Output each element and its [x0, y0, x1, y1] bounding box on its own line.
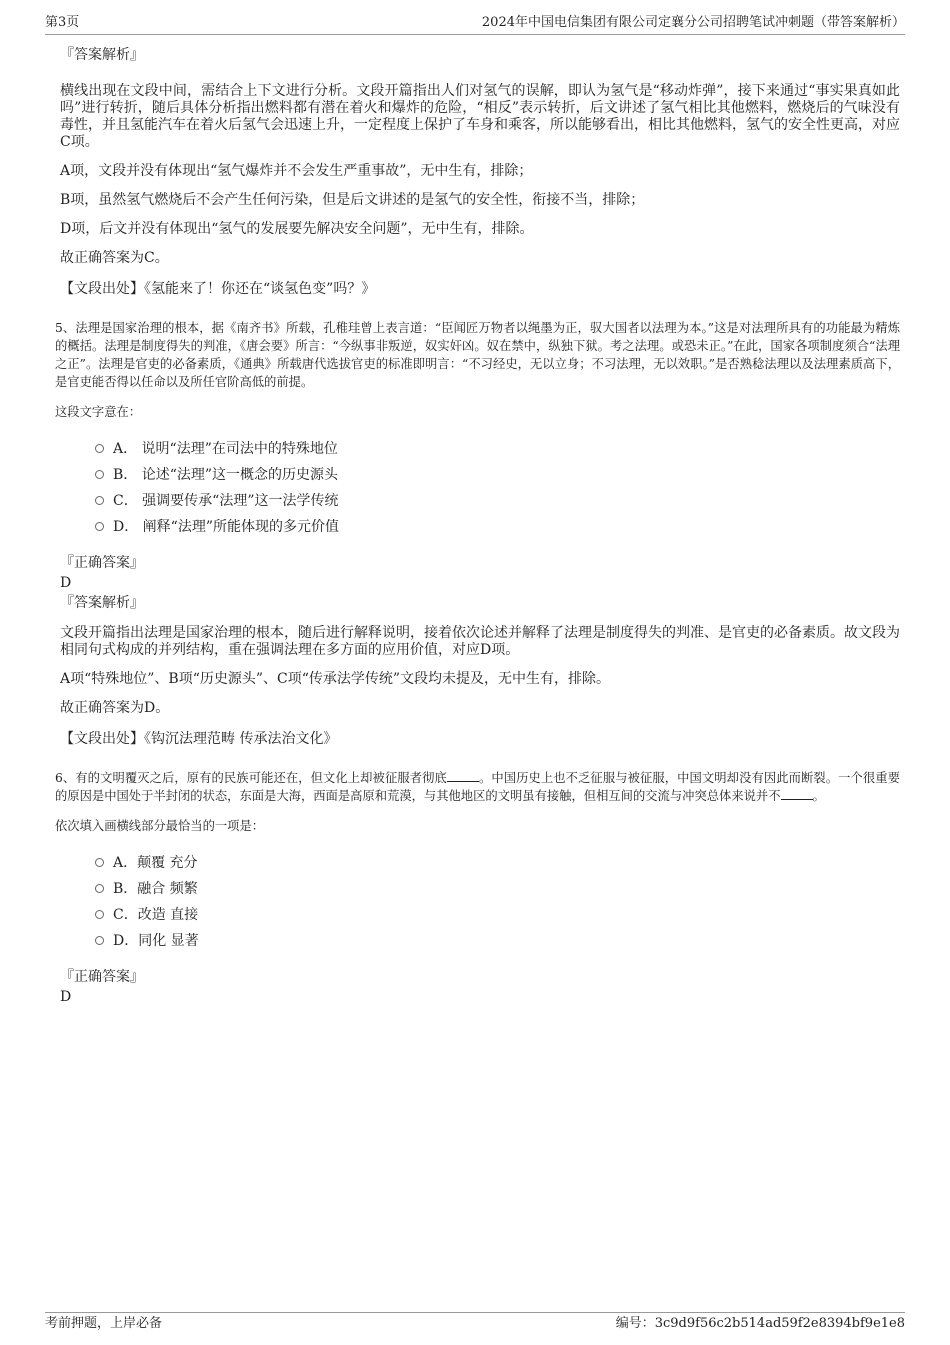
q4-source: 【文段出处】《氢能来了！你还在“谈氢色变”吗？》	[60, 281, 376, 297]
q4-analysis-label: 『答案解析』	[60, 47, 144, 63]
q4-analysis-paragraph: B项，虽然氢气燃烧后不会产生任何污染，但是后文讲述的是氢气的安全性，衔接不当，排除；	[60, 192, 645, 208]
q6-option-c[interactable]	[95, 905, 900, 931]
q5-analysis-paragraph: A项“特殊地位”、B项“历史源头”、C项“传承法学传统”文段均未提及，无中生有，排除。	[60, 671, 611, 687]
q6-passage-part: 6、有的文明覆灭之后，原有的民族可能还在，但文化上却被征服者彻底	[55, 771, 447, 785]
document-title: 2024年中国电信集团有限公司定襄分公司招聘笔试冲刺题（带答案解析）	[481, 15, 905, 30]
fill-blank	[447, 770, 479, 782]
q5-stem: 这段文字意在：	[55, 405, 142, 419]
option-label: B．融合 频繁	[113, 881, 198, 897]
q5-option-a[interactable]	[95, 439, 900, 465]
page-footer	[45, 1312, 905, 1331]
q5-options	[95, 439, 900, 543]
radio-icon[interactable]	[95, 470, 104, 479]
q6-options	[95, 853, 900, 957]
q6-correct-label: 『正确答案』	[60, 969, 144, 985]
radio-icon[interactable]	[95, 522, 104, 531]
q5-option-d[interactable]	[95, 517, 900, 543]
radio-icon[interactable]	[95, 884, 104, 893]
q6-option-b[interactable]	[95, 879, 900, 905]
option-label: A． 说明“法理”在司法中的特殊地位	[113, 441, 338, 457]
radio-icon[interactable]	[95, 858, 104, 867]
footer-slogan: 考前押题，上岸必备	[45, 1316, 163, 1331]
radio-icon[interactable]	[95, 936, 104, 945]
q6-option-d[interactable]	[95, 931, 900, 957]
q6-passage	[55, 769, 900, 805]
q4-analysis-paragraph: A项，文段并没有体现出“氢气爆炸并不会发生严重事故”，无中生有，排除；	[60, 163, 533, 179]
page-header	[45, 14, 905, 35]
option-label: D．同化 显著	[113, 933, 199, 949]
q5-source: 【文段出处】《钩沉法理范畴 传承法治文化》	[60, 731, 338, 747]
q5-option-b[interactable]	[95, 465, 900, 491]
q5-correct-label: 『正确答案』	[60, 555, 144, 571]
q4-analysis-paragraph: 故正确答案为C。	[60, 250, 169, 266]
q5-option-c[interactable]	[95, 491, 900, 517]
q5-analysis-paragraph: 故正确答案为D。	[60, 700, 170, 716]
q6-correct-answer: D	[60, 989, 72, 1005]
fill-blank	[781, 788, 813, 800]
option-label: B． 论述“法理”这一概念的历史源头	[113, 467, 339, 483]
option-label: A．颠覆 充分	[113, 855, 198, 871]
q6-option-a[interactable]	[95, 853, 900, 879]
page-content	[55, 45, 900, 1007]
q5-passage: 5、法理是国家治理的根本，据《南齐书》所载，孔稚珪曾上表言道：“臣闻匠万物者以绳墨为正，驭大国者以法理为本。”这是对法理所具有的功能最为精炼的概括。法理是制度得失的判准，《唐会要》所言：“今纵事非叛逆，奴实奸凶。奴在禁中，纵独下狱。考之法理。或恐未正。”在此，国家各项制度须合“法理之正”。法理是官吏的必备素质，《通典》所载唐代选拔官吏的标准即明言：“不习经史，无以立身；不习法理，无以效职。”是否熟稔法理以及法理素质高下，是官吏能否得以任命以及所任官阶高低的前提。	[55, 321, 900, 389]
option-label: D． 阐释“法理”所能体现的多元价值	[113, 519, 339, 535]
option-label: C． 强调要传承“法理”这一法学传统	[113, 493, 339, 509]
q5-analysis-label: 『答案解析』	[60, 595, 144, 611]
q4-analysis-paragraph: 横线出现在文段中间，需结合上下文进行分析。文段开篇指出人们对氢气的误解，即认为氢气是“移动炸弹”，接下来通过“事实果真如此吗”进行转折，随后具体分析指出燃料都有潜在着火和爆炸的危险，“相反”表示转折，后文讲述了氢气相比其他燃料，燃烧后的气味没有毒性，并且氢能汽车在着火后氢气会迅速上升，一定程度上保护了车身和乘客，所以能够看出，相比其他燃料，氢气的安全性更高，对应C项。	[60, 83, 900, 150]
q5-correct-answer: D	[60, 575, 72, 591]
document-id: 编号：3c9d9f56c2b514ad59f2e8394bf9e1e8	[615, 1316, 905, 1331]
q6-passage-part: 。	[812, 789, 825, 803]
radio-icon[interactable]	[95, 496, 104, 505]
q6-stem: 依次填入画横线部分最恰当的一项是：	[55, 819, 265, 833]
radio-icon[interactable]	[95, 444, 104, 453]
q4-analysis-paragraph: D项，后文并没有体现出“氢气的发展要先解决安全问题”，无中生有，排除。	[60, 221, 534, 237]
q5-analysis-paragraph: 文段开篇指出法理是国家治理的根本，随后进行解释说明，接着依次论述并解释了法理是制度得失的判准、是官吏的必备素质。故文段为相同句式构成的并列结构，重在强调法理在多方面的应用价值，对应D项。	[60, 625, 900, 658]
radio-icon[interactable]	[95, 910, 104, 919]
page-number: 第3页	[45, 15, 80, 30]
q6-passage-part: 。中国历史上也不乏征服与被征服，中国文明却没有因此而断裂。一个很重要的原因是中国处于半封闭的状态，东面是大海，西面是高原和荒漠，与其他地区的文明虽有接触，但相互间的交流与冲突总体来说并不	[55, 771, 900, 803]
option-label: C．改造 直接	[113, 907, 199, 923]
